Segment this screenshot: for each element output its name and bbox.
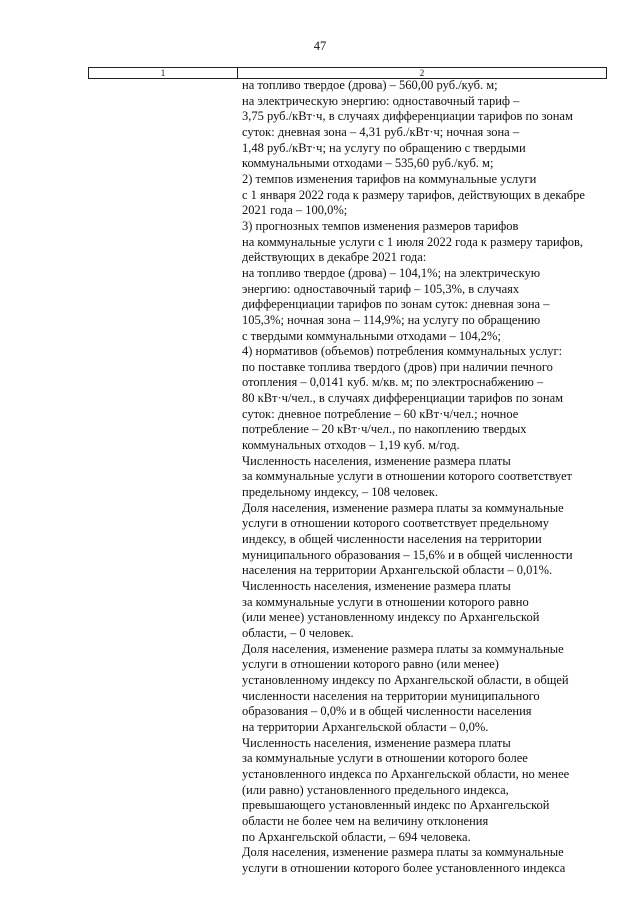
text-line: Доля населения, изменение размера платы за коммунальные [242,845,564,860]
text-line: услуги в отношении которого равно (или менее) [242,657,499,672]
text-line: действующих в декабре 2021 года: [242,250,427,265]
text-line: 3,75 руб./кВт·ч, в случаях дифференциации тарифов по зонам [242,109,573,124]
text-line: на электрическую энергию: одноставочный тариф – [242,93,520,108]
text-line: по поставке топлива твердого (дров) при наличии печного [242,359,553,374]
text-line: установленного индекса по Архангельской области, но менее [242,766,570,781]
text-line: численности населения на территории муниципального [242,688,540,703]
text-line: суток: дневное потребление – 60 кВт·ч/чел.; ночное [242,406,519,421]
text-line: индексу, в общей численности населения на территории [242,532,542,547]
text-line: 1,48 руб./кВт·ч; на услугу по обращению с твердыми [242,140,526,155]
text-line: Доля населения, изменение размера платы за коммунальные [242,641,564,656]
page-number: 47 [313,39,327,53]
text-line: предельному индексу, – 108 человек. [242,485,438,500]
text-line: по Архангельской области, – 694 человека. [242,829,471,844]
text-line: на топливо твердое (дрова) – 560,00 руб./куб. м; [242,78,498,92]
text-line: установленному индексу по Архангельской области, в общей [242,672,569,687]
text-line: Доля населения, изменение размера платы за коммунальные [242,500,564,515]
text-line: потребление – 20 кВт·ч/чел., по накоплению твердых [242,422,527,437]
text-line: за коммунальные услуги в отношении которого более [242,751,528,766]
text-line: 105,3%; ночная зона – 114,9%; на услугу по обращению [242,312,541,327]
text-line: Численность населения, изменение размера платы [242,735,511,750]
text-line: коммунальных отходов – 1,19 куб. м/год. [242,438,460,453]
text-line: на территории Архангельской области – 0,0%. [242,719,489,734]
text-line: населения на территории Архангельской области – 0,01%. [242,563,553,578]
text-line: области не более чем на величину отклонения [242,813,489,828]
text-line: 3) прогнозных темпов изменения размеров тарифов [242,218,519,233]
text-line: за коммунальные услуги в отношении которого соответствует [242,469,572,484]
text-line: услуги в отношении которого соответствует предельному [242,516,549,531]
text-line: Численность населения, изменение размера платы [242,453,511,468]
text-line: энергию: одноставочный тариф – 105,3%, в случаях [242,281,520,296]
text-line: коммунальными отходами – 535,60 руб./куб. м; [242,156,494,171]
text-line: (или равно) установленного предельного индекса, [242,782,509,797]
text-line: 80 кВт·ч/чел., в случаях дифференциации тарифов по зонам [242,391,564,406]
text-line: муниципального образования – 15,6% и в общей численности [242,547,573,562]
text-line: на топливо твердое (дрова) – 104,1%; на электрическую [242,265,541,280]
text-line: на коммунальные услуги с 1 июля 2022 года к размеру тарифов, [242,234,584,249]
text-line: за коммунальные услуги в отношении которого равно [242,594,529,609]
text-line: суток: дневная зона – 4,31 руб./кВт·ч; ночная зона – [242,124,520,139]
text-line: (или менее) установленному индексу по Архангельской [242,610,540,625]
text-line: образования – 0,0% и в общей численности населения [242,704,532,719]
column-number-2: 2 [419,68,425,78]
document-body-text [242,78,614,876]
column-number-1: 1 [89,68,238,78]
text-line: Численность населения, изменение размера платы [242,579,511,593]
text-line: превышающего установленный индекс по Архангельской [242,798,550,813]
text-line: 2021 года – 100,0%; [242,203,348,218]
text-line: 4) нормативов (объемов) потребления коммунальных услуг: [242,344,563,359]
text-line: 2) темпов изменения тарифов на коммунальные услуги [242,171,537,186]
text-line: отопления – 0,0141 куб. м/кв. м; по электроснабжению – [242,375,544,390]
text-line: области, – 0 человек. [242,625,354,640]
text-line: с твердыми коммунальными отходами – 104,2%; [242,328,501,343]
text-line: с 1 января 2022 года к размеру тарифов, действующих в декабре [242,187,585,202]
text-line: дифференциации тарифов по зонам суток: дневная зона – [242,297,550,312]
text-line: услуги в отношении которого более установленного индекса [242,860,566,875]
